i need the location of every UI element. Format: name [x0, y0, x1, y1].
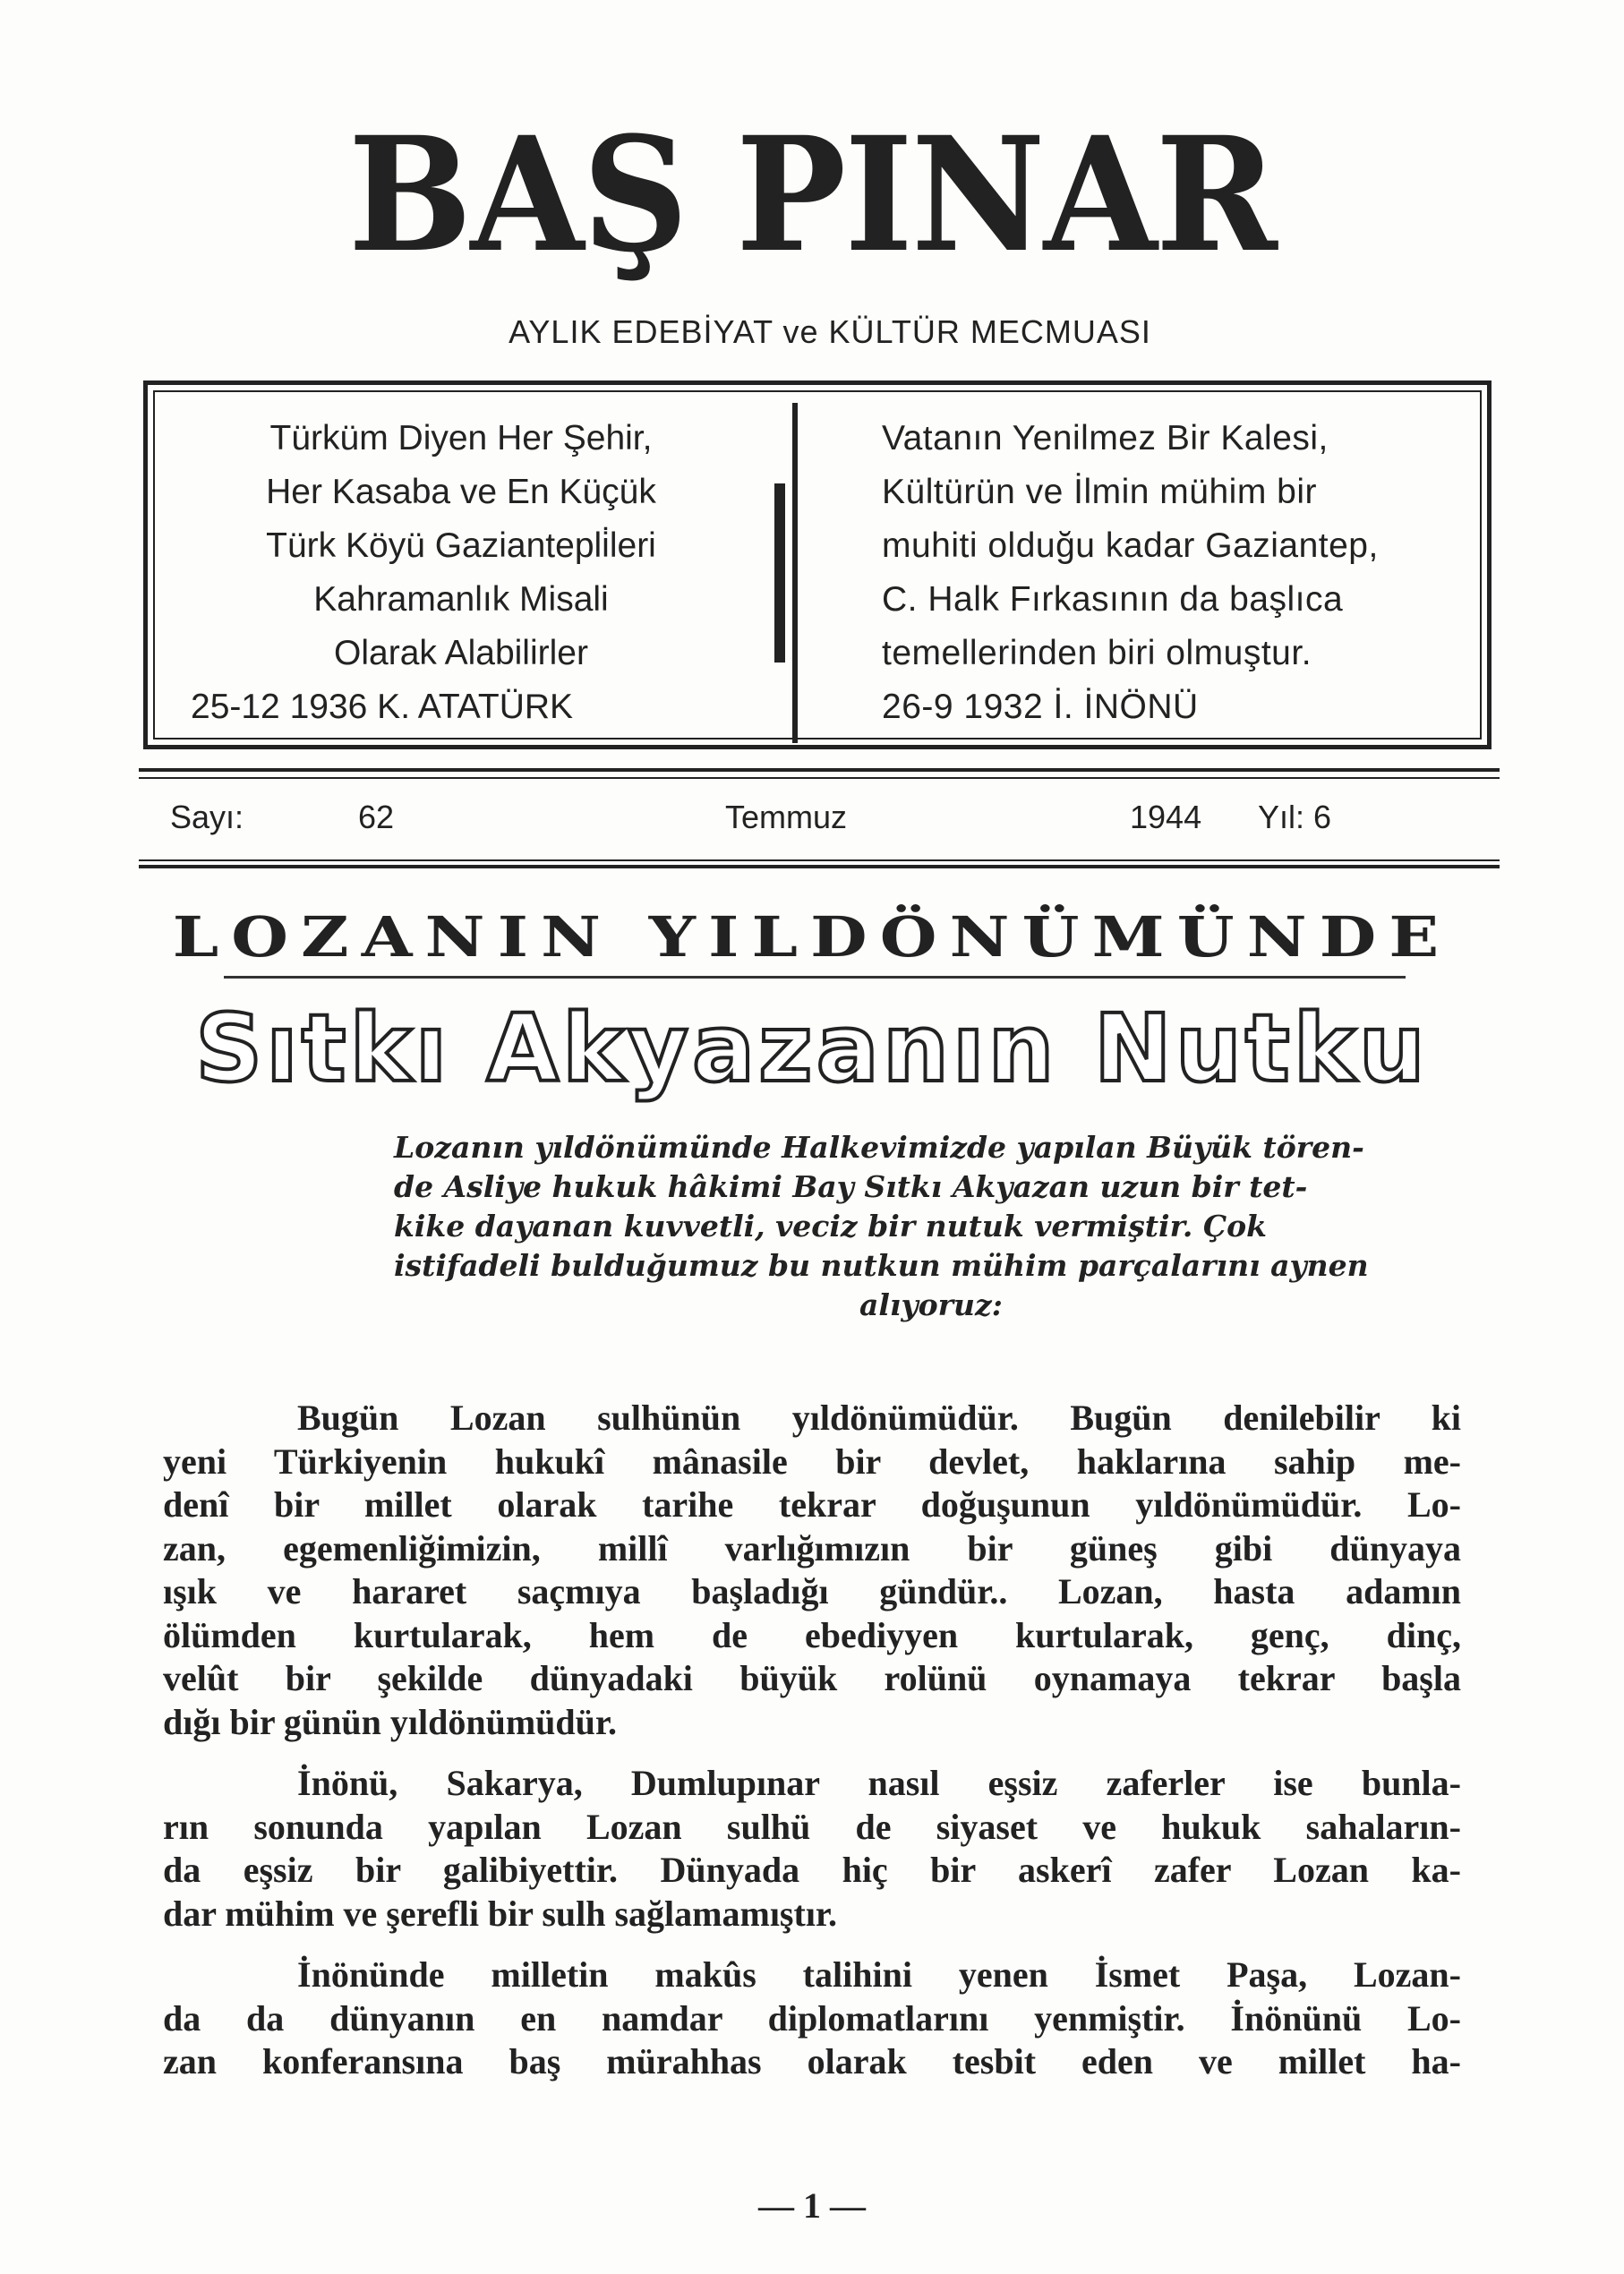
body-line: denî bir millet olarak tarihe tekrar doğuşunun yıldönümüdür. Lo-	[163, 1484, 1461, 1525]
inonu-signature: 26-9 1932 İ. İNÖNÜ	[882, 688, 1199, 726]
body-line: da eşsiz bir galibiyettir. Dünyada hiç bir askerî zafer Lozan ka-	[163, 1850, 1461, 1890]
quote-line: muhiti olduğu kadar Gaziantep,	[882, 526, 1379, 565]
quote-divider-mark	[774, 483, 785, 663]
lead-line: kike dayanan kuvvetli, veciz bir nutuk vermiştir. Çok	[394, 1209, 1268, 1244]
article-lead	[394, 1128, 1468, 1325]
paragraph	[163, 1762, 1461, 1936]
issue-label: Sayı:	[170, 799, 244, 835]
rule-top-thin	[139, 777, 1500, 779]
body-line: rın sonunda yapılan Lozan sulhü de siyaset ve hukuk sahaların-	[163, 1806, 1461, 1847]
issue-info-bar	[0, 790, 1624, 843]
quote-box	[143, 380, 1492, 749]
article-headline: Sıtkı Akyazanın Nutku	[195, 994, 1429, 1103]
body-line: İnönü, Sakarya, Dumlupınar nasıl eşsiz zaferler ise bunla-	[297, 1763, 1461, 1803]
page-number: — 1 —	[758, 2185, 866, 2226]
body-line: da da dünyanın en namdar diplomatlarını yenmiştir. İnönünü Lo-	[163, 1997, 1461, 2039]
quote-line: C. Halk Fırkasının da başlıca	[882, 580, 1344, 619]
body-line: velût bir şekilde dünyadaki büyük rolünü oynamaya tekrar başla	[163, 1658, 1461, 1698]
quote-line: Kahramanlık Misali	[313, 580, 609, 619]
ataturk-quote	[166, 412, 756, 734]
article-kicker: LOZANIN YILDÖNÜMÜNDE	[172, 904, 1452, 970]
body-line: yeni Türkiyenin hukukî mânasile bir devlet, haklarına sahip me-	[163, 1440, 1461, 1482]
lead-line: alıyoruz:	[859, 1287, 1003, 1322]
body-line: İnönünde milletin makûs talihini yenen İsmet Paşa, Lozan-	[297, 1954, 1461, 1995]
quote-line: Kültürün ve İlmin mühim bir	[882, 473, 1317, 511]
body-line: dar mühim ve şerefli bir sulh sağlamamıştır.	[163, 1893, 838, 1934]
lead-line: istifadeli bulduğumuz bu nutkun mühim parçalarını aynen	[394, 1248, 1369, 1283]
quote-line: Olarak Alabilirler	[334, 634, 588, 672]
lead-line: Lozanın yıldönümünde Halkevimizde yapılan Büyük tören-	[394, 1130, 1364, 1165]
kicker-underline	[224, 976, 1406, 979]
body-line: ölümden kurtularak, hem de ebediyyen kurtularak, genç, dinç,	[163, 1614, 1461, 1655]
masthead-title: BAŞ PINAR	[347, 102, 1277, 287]
issue-volume: Yıl: 6	[1258, 799, 1332, 835]
quote-line: Türküm Diyen Her Şehir,	[269, 419, 653, 457]
body-line: ışık ve hararet saçmıya başladığı gündür.. Lozan, hasta adamın	[163, 1571, 1461, 1611]
body-line: zan konferansına baş mürahhas olarak tesbit eden ve millet ha-	[163, 2041, 1461, 2082]
masthead-subtitle: AYLIK EDEBİYAT ve KÜLTÜR MECMUASI	[509, 313, 1151, 350]
quote-line: temellerinden biri olmuştur.	[882, 634, 1312, 672]
body-line: Bugün Lozan sulhünün yıldönümüdür. Bugün denilebilir ki	[297, 1398, 1461, 1438]
article-body	[163, 1397, 1461, 2102]
body-line: zan, egemenliğimizin, millî varlığımızın bir güneş gibi dünyaya	[163, 1527, 1461, 1569]
paragraph	[163, 1397, 1461, 1744]
rule-top-thick	[139, 768, 1500, 772]
issue-year: 1944	[1130, 799, 1202, 835]
body-line: dığı bir günün yıldönümüdür.	[163, 1701, 617, 1742]
quote-divider	[792, 403, 798, 743]
issue-number: 62	[358, 799, 395, 835]
quote-line: Her Kasaba ve En Küçük	[266, 473, 656, 511]
ataturk-signature: 25-12 1936 K. ATATÜRK	[191, 688, 574, 726]
inonu-quote	[882, 412, 1437, 734]
issue-month: Temmuz	[725, 799, 848, 835]
quote-line: Türk Köyü Gaziantepli̇leri	[266, 526, 656, 565]
rule-bottom-thin	[139, 859, 1500, 861]
paragraph	[163, 1953, 1461, 2084]
rule-bottom-thick	[139, 865, 1500, 868]
lead-line: de Asliye hukuk hâkimi Bay Sıtkı Akyazan uzun bir tet-	[394, 1169, 1308, 1204]
quote-line: Vatanın Yenilmez Bir Kalesi,	[882, 419, 1329, 457]
